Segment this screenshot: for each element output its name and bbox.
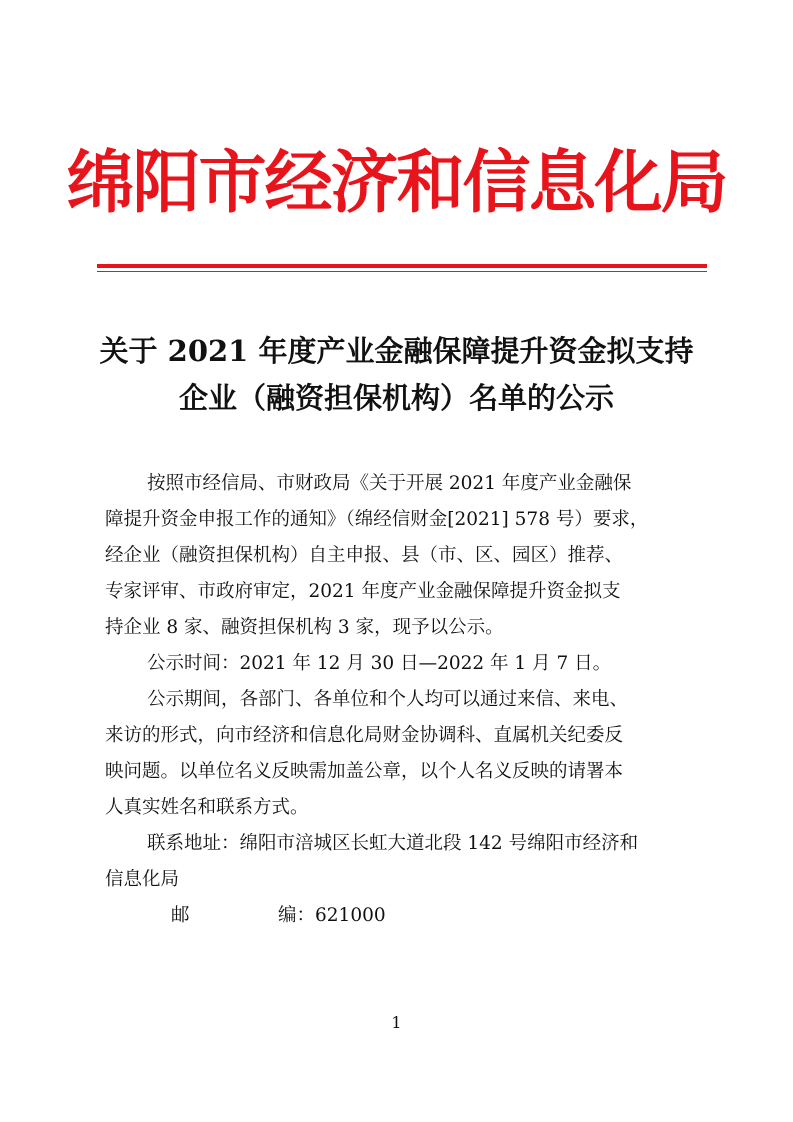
postal-code-value: 621000: [315, 905, 386, 926]
contact-address-line-1: 联系地址：绵阳市涪城区长虹大道北段 142 号绵阳市经济和: [147, 833, 639, 854]
masthead-thin-rule: [97, 271, 707, 272]
masthead-org-name: 绵阳市经济和信息化局: [66, 144, 727, 223]
paragraph-1-line-2: 障提升资金申报工作的通知》（绵经信财金[2021] 578 号）要求，: [105, 509, 649, 530]
postal-code-row: [105, 898, 691, 934]
paragraph-3-line-2: 来访的形式，向市经济和信息化局财金协调科、直属机关纪委反: [105, 725, 624, 746]
contact-address-line-2: 信息化局: [105, 869, 180, 890]
document-body: [105, 466, 691, 934]
paragraph-3-line-4: 人真实姓名和联系方式。: [105, 797, 309, 818]
postal-label-a: 邮: [171, 905, 190, 926]
paragraph-1-line-1: 按照市经信局、市财政局《关于开展 2021 年度产业金融保: [147, 473, 632, 494]
paragraph-3-line-1: 公示期间，各部门、各单位和个人均可以通过来信、来电、: [147, 689, 629, 710]
postal-label-b: 编：: [278, 905, 316, 926]
document-title-line-1: 关于 2021 年度产业金融保障提升资金拟支持: [99, 334, 694, 368]
masthead-red-rule: [97, 264, 707, 268]
document-title-line-2: 企业（融资担保机构）名单的公示: [178, 381, 614, 415]
publicity-period: 公示时间：2021 年 12 月 30 日—2022 年 1 月 7 日。: [147, 653, 612, 674]
paragraph-1-line-4: 专家评审、市政府审定，2021 年度产业金融保障提升资金拟支: [105, 581, 621, 602]
page-number: 1: [391, 1013, 402, 1032]
paragraph-3-line-3: 映问题。以单位名义反映需加盖公章，以个人名义反映的请署本: [105, 761, 624, 782]
paragraph-1-line-3: 经企业（融资担保机构）自主申报、县（市、区、园区）推荐、: [105, 545, 624, 566]
paragraph-1-line-5: 持企业 8 家、融资担保机构 3 家，现予以公示。: [105, 617, 504, 638]
